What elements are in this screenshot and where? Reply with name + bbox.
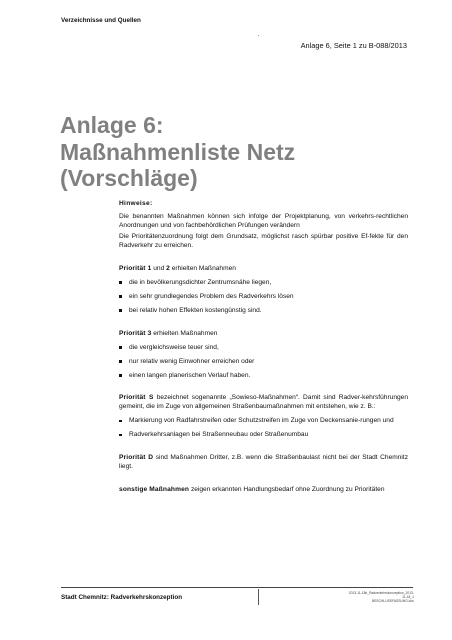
list-item: ein sehr grundlegendes Problem des Radverkehrs lösen bbox=[119, 293, 408, 302]
list-item: die in bevölkerungsdichter Zentrumsnähe liegen, bbox=[119, 279, 408, 288]
other-measures-rest: zeigen erkannten Handlungsbedarf ohne Zuordnung zu Prioritäten bbox=[189, 485, 385, 493]
hints-heading: Hinweise: bbox=[119, 200, 153, 207]
list-item: Markierung von Radfahrstreifen oder Schutzstreifen im Zuge von Deckensanie-rungen und bbox=[119, 417, 408, 426]
bullet-icon bbox=[119, 281, 122, 284]
bullet-icon bbox=[119, 434, 122, 437]
running-header-reference: Anlage 6, Seite 1 zu B-088/2013 bbox=[300, 41, 407, 50]
priority-s-label: Priorität S bbox=[119, 394, 154, 402]
bullet-icon bbox=[119, 374, 122, 377]
hints-paragraph-2: Die Prioritätenzuordnung folgt dem Grundsatz, möglichst rasch spürbar positive Ef-fekte für den Radverkehr zu erreichen. bbox=[119, 233, 408, 250]
list-item: nur relativ wenig Einwohner erreichen oder bbox=[119, 358, 408, 367]
priority-d-rest: sind Maßnahmen Dritter, z.B. wenn die Straßenbaulast nicht bei der Stadt Chemnitz liegt. bbox=[119, 454, 408, 470]
hints-paragraph-1: Die benannten Maßnahmen können sich infolge der Projektplanung, von verkehrs-rechtlichen Anordnungen und von fachbehördlichen Prüfungen verändern bbox=[119, 212, 408, 229]
title-line-1: Anlage 6: bbox=[60, 112, 164, 138]
priority-1-2-list bbox=[119, 279, 408, 316]
list-item: die vergleichsweise teuer sind, bbox=[119, 344, 408, 353]
footer-rule bbox=[61, 587, 413, 588]
footer-divider bbox=[258, 589, 259, 605]
bullet-icon bbox=[119, 295, 122, 298]
priority-d-label: Priorität D bbox=[119, 454, 154, 462]
header-dot-mark bbox=[258, 35, 259, 36]
priority-1-2-rest: erhielten Maßnahmen bbox=[169, 264, 236, 272]
priority-s-rest: bezeichnet sogenannte „Sowieso-Maßnahmen“. Damit sind Radver-kehrsführungen gemeint, die im Zuge von allgemeinen Straßenbaumaßnahmen mit entstehen, wie z. B.: bbox=[119, 394, 408, 411]
footer-title: Stadt Chemnitz: Radverkehrskonzeption bbox=[61, 594, 183, 601]
priority-3-label: Priorität 3 bbox=[119, 329, 152, 337]
priority-s-list bbox=[119, 417, 408, 440]
priority-1-2-intro bbox=[119, 265, 408, 274]
priority-1-label: Priorität 1 bbox=[119, 264, 152, 272]
document-body bbox=[119, 200, 408, 494]
other-measures-label: sonstige Maßnahmen bbox=[119, 485, 190, 493]
running-header-section: Verzeichnisse und Quellen bbox=[61, 17, 141, 24]
bullet-icon bbox=[119, 420, 122, 423]
list-item: bei relativ hohen Effekten kostengünstig sind. bbox=[119, 307, 408, 316]
title-line-3: (Vorschläge) bbox=[60, 165, 198, 191]
priority-3-rest: erhielten Maßnahmen bbox=[151, 329, 218, 337]
bullet-icon bbox=[119, 360, 122, 363]
priority-s-paragraph bbox=[119, 394, 408, 412]
and-text: und bbox=[151, 264, 167, 272]
list-item: einen langen planerischen Verlauf haben. bbox=[119, 372, 408, 381]
bullet-icon bbox=[119, 309, 122, 312]
priority-3-intro bbox=[119, 330, 408, 339]
title-line-2: Maßnahmenliste Netz bbox=[60, 138, 296, 165]
list-item: Radverkehrsanlagen bei Straßenneubau oder Straßenumbau bbox=[119, 431, 408, 440]
priority-d-paragraph bbox=[119, 454, 408, 472]
bullet-icon bbox=[119, 346, 122, 349]
footer-filename-line-2: BESCHLUSSFASSUNG.doc bbox=[372, 599, 414, 603]
priority-2-label: 2 bbox=[166, 264, 170, 272]
priority-3-list bbox=[119, 344, 408, 381]
page-title bbox=[60, 112, 420, 192]
footer-filename-line-1: 2013-11-18b_Radverkehrskonzeption_2013-11-18_1 bbox=[348, 591, 414, 599]
other-measures-paragraph bbox=[119, 486, 408, 495]
footer-filename bbox=[348, 591, 414, 603]
